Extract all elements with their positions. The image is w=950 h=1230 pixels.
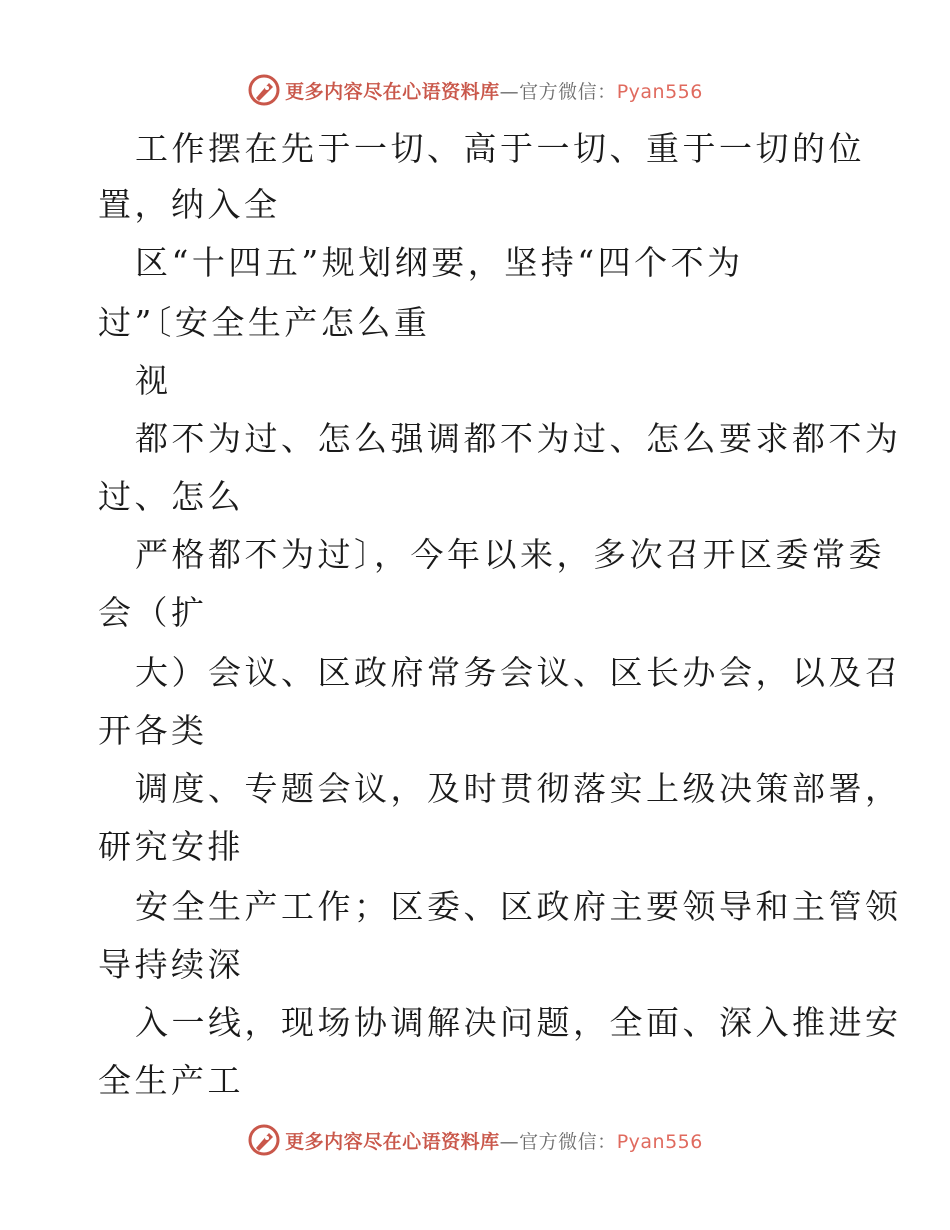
body-line: 置，纳入全: [98, 185, 281, 224]
body-line: 严格都不为过〕，今年以来，多次召开区委常委: [135, 535, 885, 574]
body-line: 区“十四五”规划纲要，坚持“四个不为: [135, 243, 744, 282]
body-line: 过”〔安全生产怎么重: [98, 303, 431, 342]
header-watermark-banner: [0, 70, 950, 110]
body-line: 开各类: [98, 711, 208, 750]
body-line: 视: [135, 361, 172, 400]
body-line: 会（扩: [98, 593, 208, 632]
body-line: 安全生产工作；区委、区政府主要领导和主管领: [135, 887, 902, 926]
body-line: 研究安排: [98, 827, 244, 866]
body-line: 调度、专题会议，及时贯彻落实上级决策部署，: [135, 769, 902, 808]
pen-nib-logo-icon: [247, 1123, 281, 1157]
body-line: 入一线，现场协调解决问题，全面、深入推进安: [135, 1003, 902, 1042]
pen-nib-logo-icon: [247, 73, 281, 107]
body-line: 大）会议、区政府常务会议、区长办会，以及召: [135, 653, 902, 692]
body-line: 工作摆在先于一切、高于一切、重于一切的位: [135, 129, 865, 168]
body-line: 都不为过、怎么强调都不为过、怎么要求都不为: [135, 419, 902, 458]
watermark-text: 更多内容尽在心语资料库—官方微信：Pyan556: [285, 80, 703, 103]
watermark-text: 更多内容尽在心语资料库—官方微信：Pyan556: [285, 1130, 703, 1153]
body-line: 全生产工: [98, 1061, 244, 1100]
footer-watermark-banner: [0, 1120, 950, 1160]
body-line: 导持续深: [98, 945, 244, 984]
body-line: 过、怎么: [98, 477, 244, 516]
